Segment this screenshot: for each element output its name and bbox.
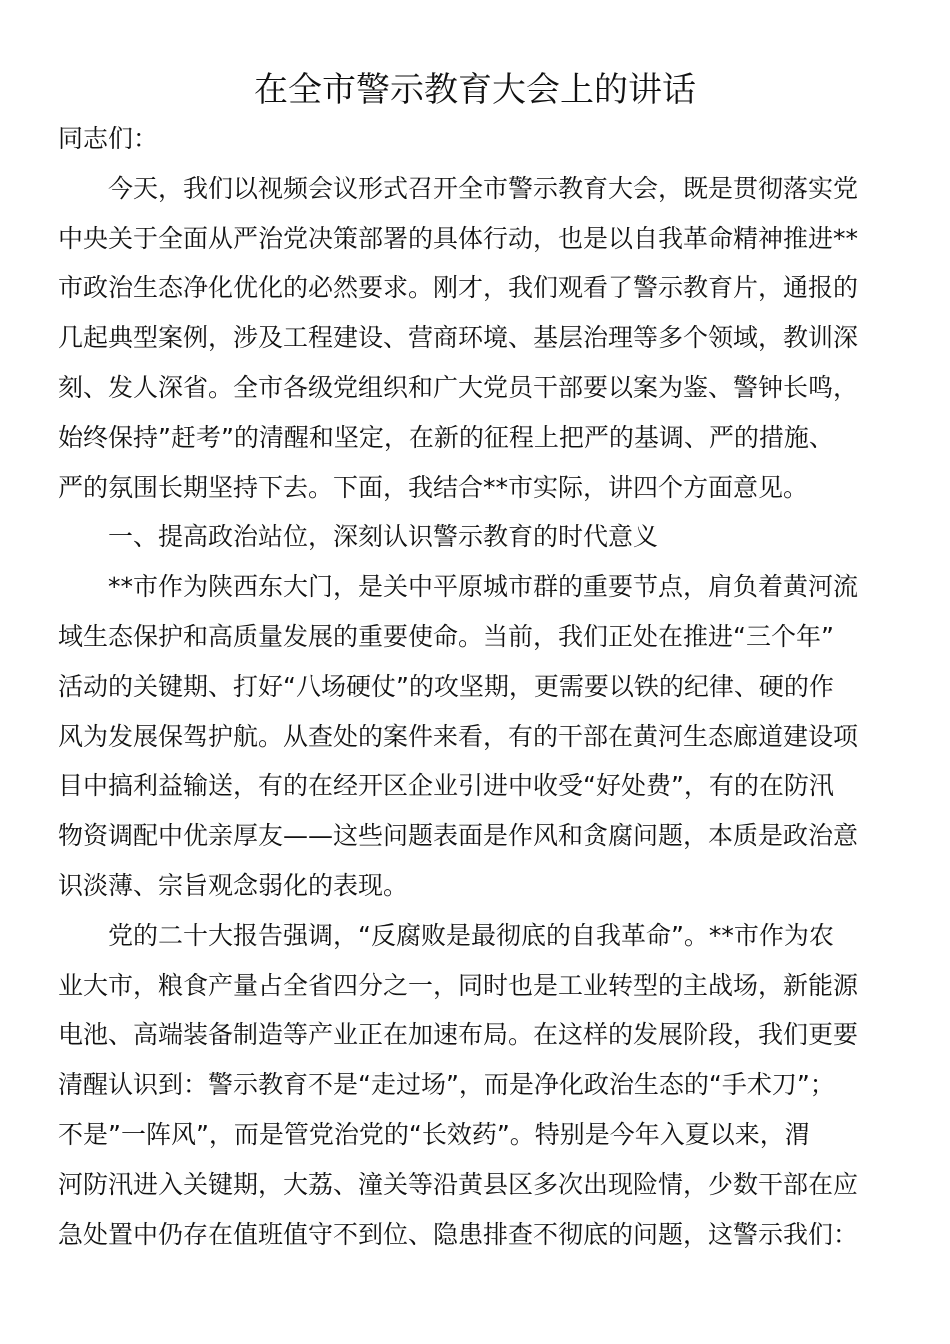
paragraph-line: 识淡薄、宗旨观念弱化的表现。 [58,870,409,900]
paragraph-line: 不是”一阵风”，而是管党治党的“长效药”。特别是今年入夏以来，渭 [58,1119,810,1149]
document-title: 在全市警示教育大会上的讲话 [254,70,696,110]
paragraph-line: 党的二十大报告强调，“反腐败是最彻底的自我革命”。**市作为农 [108,920,834,950]
paragraph-line: 严的氛围长期坚持下去。下面，我结合**市实际，讲四个方面意见。 [58,472,809,502]
paragraph-line: 河防汛进入关键期，大荔、潼关等沿黄县区多次出现险情，少数干部在应 [58,1169,859,1199]
paragraph-line: **市作为陕西东大门，是关中平原城市群的重要节点，肩负着黄河流 [108,572,859,602]
paragraph-line: 物资调配中优亲厚友——这些问题表面是作风和贪腐问题，本质是政治意 [58,821,859,851]
paragraph-line: 活动的关键期、打好“八场硬仗”的攻坚期，更需要以铁的纪律、硬的作 [58,671,834,701]
paragraph-line: 域生态保护和高质量发展的重要使命。当前，我们正处在推进“三个年” [58,621,834,651]
salutation-line: 同志们： [58,124,159,153]
paragraph-line: 风为发展保驾护航。从查处的案件来看，有的干部在黄河生态廊道建设项 [58,721,859,751]
section-heading: 一、提高政治站位，深刻认识警示教育的时代意义 [108,522,659,552]
paragraph-line: 始终保持”赶考”的清醒和坚定，在新的征程上把严的基调、严的措施、 [58,422,834,452]
paragraph-line: 今天，我们以视频会议形式召开全市警示教育大会，既是贯彻落实党 [108,173,859,203]
paragraph-line: 刻、发人深省。全市各级党组织和广大党员干部要以案为鉴、警钟长鸣， [58,372,859,402]
paragraph-line: 急处置中仍存在值班值守不到位、隐患排查不彻底的问题，这警示我们： [58,1219,859,1249]
paragraph-line: 业大市，粮食产量占全省四分之一，同时也是工业转型的主战场，新能源 [58,970,859,1000]
paragraph-line: 几起典型案例，涉及工程建设、营商环境、基层治理等多个领域，教训深 [58,323,859,353]
paragraph-line: 清醒认识到：警示教育不是“走过场”，而是净化政治生态的“手术刀”； [58,1070,835,1100]
paragraph-line: 市政治生态净化优化的必然要求。刚才，我们观看了警示教育片，通报的 [58,273,859,303]
document-body [58,114,888,1259]
paragraph-line: 电池、高端装备制造等产业正在加速布局。在这样的发展阶段，我们更要 [58,1020,859,1050]
paragraph-line: 目中搞利益输送，有的在经开区企业引进中收受“好处费”，有的在防汛 [58,771,834,801]
paragraph-line: 中央关于全面从严治党决策部署的具体行动，也是以自我革命精神推进** [58,223,859,253]
